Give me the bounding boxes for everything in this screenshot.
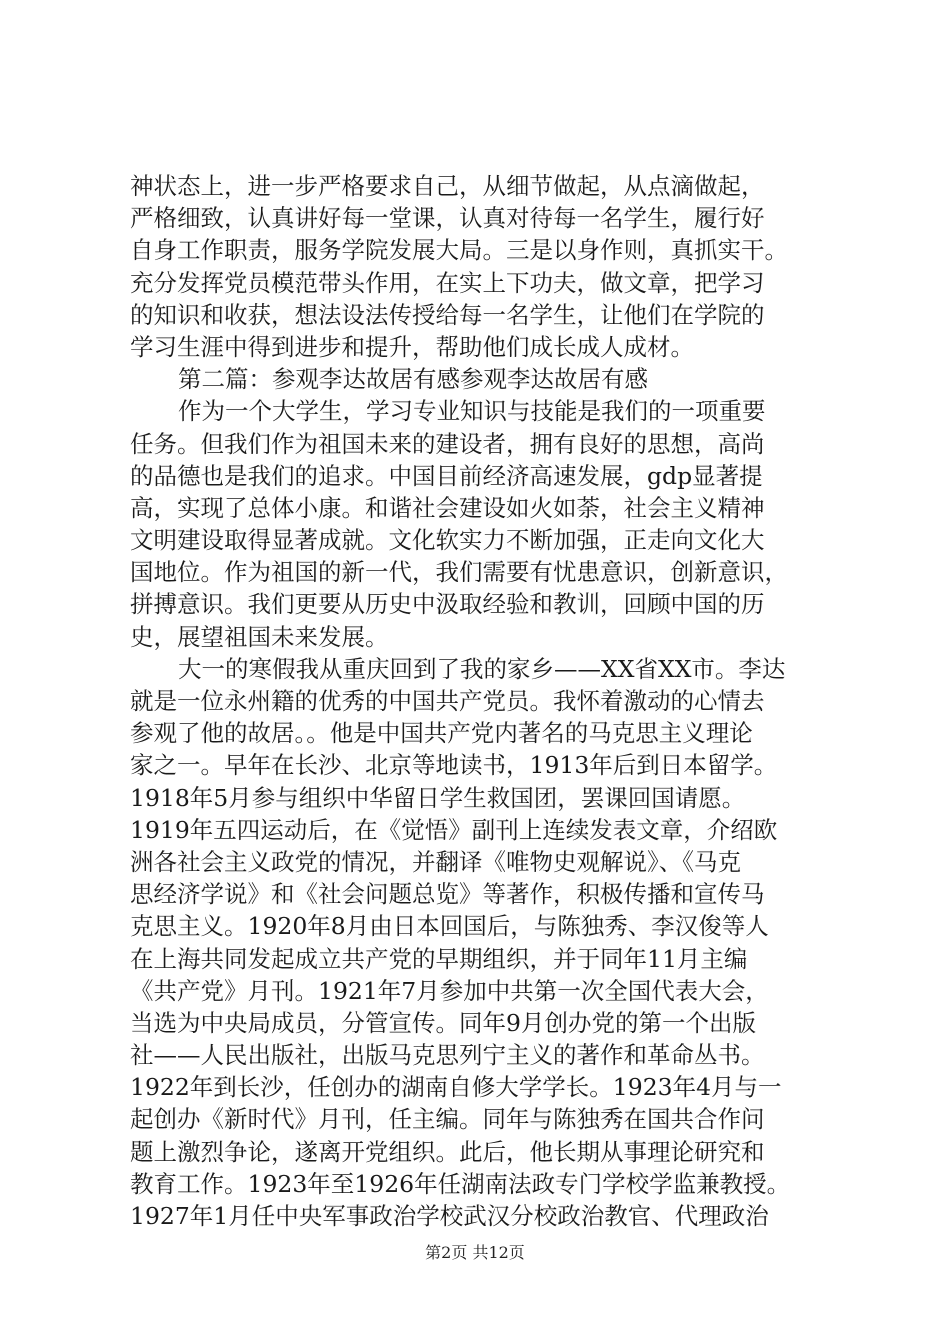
text-line: 高，实现了总体小康。和谐社会建设如火如荼，社会主义精神 <box>130 493 765 522</box>
text-line: 1918年5月参与组织中华留日学生救国团，罢课回国请愿。 <box>130 783 746 812</box>
text-line: 1919年五四运动后，在《觉悟》副刊上连续发表文章，介绍欧 <box>130 815 778 844</box>
paragraph-start: 大一的寒假我从重庆回到了我的家乡——XX省XX市。李达 <box>178 654 786 683</box>
text-line: 的品德也是我们的追求。中国目前经济高速发展，gdp显著提 <box>130 461 763 490</box>
text-line: 任务。但我们作为祖国未来的建设者，拥有良好的思想，高尚 <box>130 429 765 458</box>
text-line: 文明建设取得显著成就。文化软实力不断加强，正走向文化大 <box>130 526 765 555</box>
text-line: 题上激烈争论，遂离开党组织。此后，他长期从事理论研究和 <box>130 1137 765 1166</box>
text-line: 拼搏意识。我们更要从历史中汲取经验和教训，回顾中国的历 <box>130 590 765 619</box>
text-line: 国地位。作为祖国的新一代，我们需要有忧患意识，创新意识， <box>130 558 788 587</box>
section-heading: 第二篇：参观李达故居有感参观李达故居有感 <box>178 365 648 394</box>
text-line: 学习生涯中得到进步和提升，帮助他们成长成人成材。 <box>130 332 694 361</box>
text-line: 1927年1月任中央军事政治学校武汉分校政治教官、代理政治 <box>130 1202 769 1230</box>
text-line: 自身工作职责，服务学院发展大局。三是以身作则，真抓实干。 <box>130 236 788 265</box>
text-line: 《共产党》月刊。1921年7月参加中共第一次全国代表大会， <box>130 976 769 1005</box>
text-line: 参观了他的故居。。他是中国共产党内著名的马克思主义理论 <box>130 719 753 748</box>
text-line: 的知识和收获，想法设法传授给每一名学生，让他们在学院的 <box>130 300 765 329</box>
text-line: 家之一。早年在长沙、北京等地读书，1913年后到日本留学。 <box>130 751 778 780</box>
page-number-footer: 第2页 共12页 <box>425 1243 525 1262</box>
text-line: 神状态上，进一步严格要求自己，从细节做起，从点滴做起， <box>130 172 765 200</box>
text-line: 教育工作。1923年至1926年任湖南法政专门学校学监兼教授。 <box>130 1169 791 1198</box>
text-line: 社——人民出版社，出版马克思列宁主义的著作和革命丛书。 <box>130 1041 765 1070</box>
text-line: 起创办《新时代》月刊，任主编。同年与陈独秀在国共合作问 <box>130 1105 765 1134</box>
text-line: 史，展望祖国未来发展。 <box>130 622 389 651</box>
text-line: 在上海共同发起成立共产党的早期组织，并于同年11月主编 <box>130 944 748 973</box>
text-line: 洲各社会主义政党的情况，并翻译《唯物史观解说》、《马克 <box>130 847 741 876</box>
text-line: 充分发挥党员模范带头作用，在实上下功夫，做文章，把学习 <box>130 268 765 297</box>
text-line: 就是一位永州籍的优秀的中国共产党员。我怀着激动的心情去 <box>130 687 765 715</box>
text-line: 1922年到长沙，任创办的湖南自修大学学长。1923年4月与一 <box>130 1073 782 1102</box>
body-text <box>130 170 840 1232</box>
paragraph-start: 作为一个大学生，学习专业知识与技能是我们的一项重要 <box>178 397 766 426</box>
text-line: 克思主义。1920年8月由日本回国后，与陈独秀、李汉俊等人 <box>130 912 769 941</box>
text-line: 思经济学说》和《社会问题总览》等著作，积极传播和宣传马 <box>130 880 765 909</box>
text-line: 严格细致，认真讲好每一堂课，认真对待每一名学生，履行好 <box>130 204 765 233</box>
text-line: 当选为中央局成员，分管宣传。同年9月创办党的第一个出版 <box>130 1008 756 1037</box>
